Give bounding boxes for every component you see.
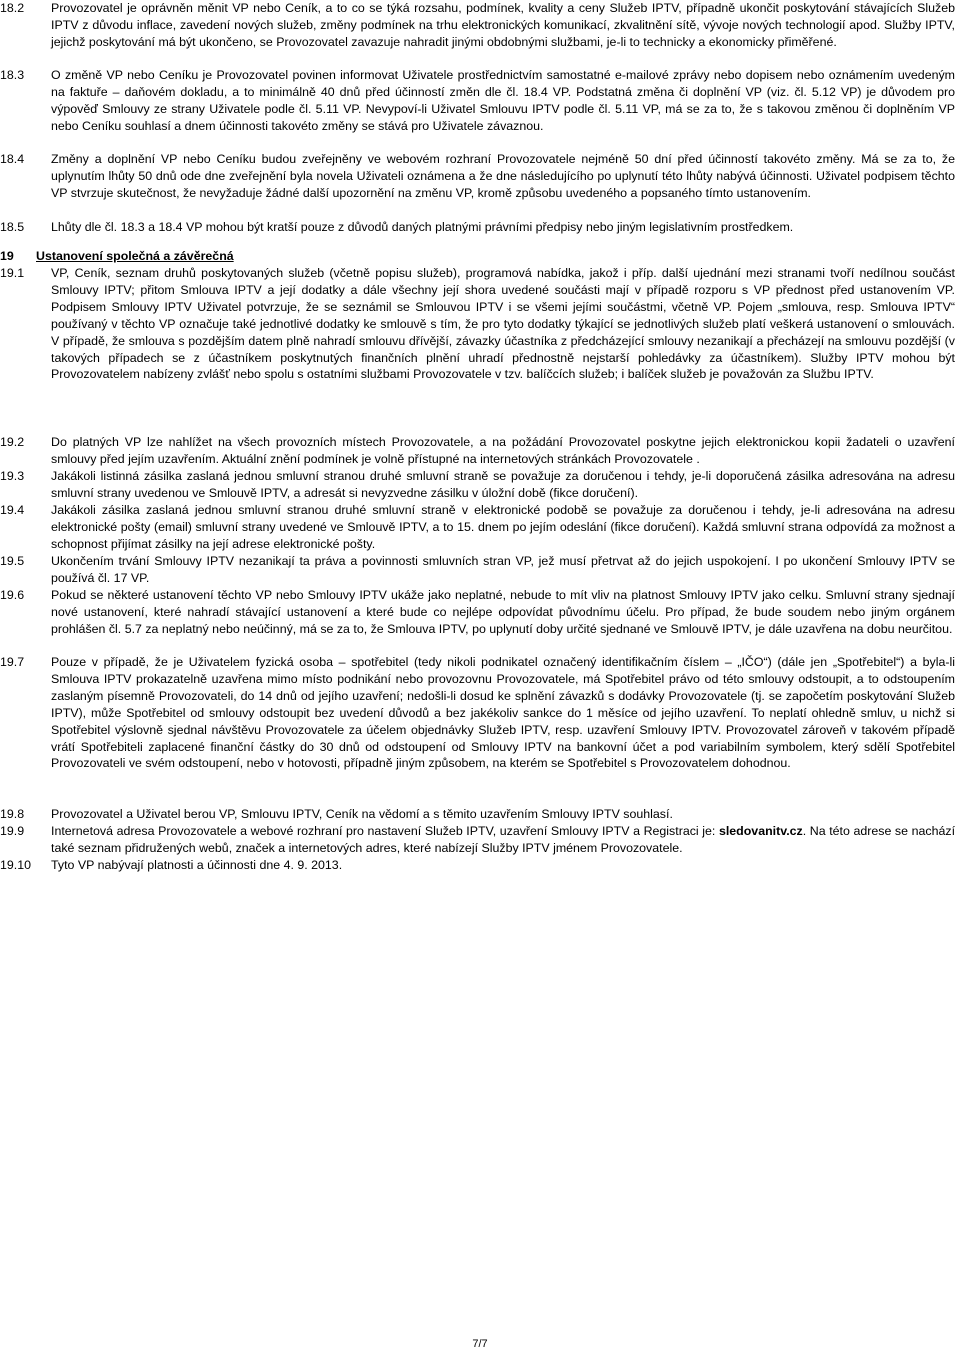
clause-number: 18.3 bbox=[0, 68, 25, 82]
section-title: Ustanovení společná a závěrečná bbox=[36, 249, 234, 263]
clause-number: 19.7 bbox=[0, 655, 25, 669]
clause-number: 19.1 bbox=[0, 266, 25, 280]
website-link[interactable]: sledovanitv.cz bbox=[718, 824, 803, 838]
clause-text: Změny a doplnění VP nebo Ceníku budou zveřejněny ve webovém rozhraní Provozovatele nejméně 50 dní před účinností takovéto změny. Má se za to, že uplynutím lhůty 50 dnů ode dne zveřejnění byla novela Uživateli oznámena a že dne následujícího po uplynutí této lhůty nabývá účinnosti. Uživatel podpisem těchto VP stvrzuje skutečnost, že nevyžaduje žádné další upozornění na změnu VP, kromě způsobu uvedeného a popsaného tímto ustanovením. bbox=[51, 152, 955, 200]
clause-text: Jakákoli zásilka zaslaná jednou smluvní stranou druhé smluvní straně v elektronické podobě se považuje za doručenou i tehdy, je-li adresována na adresu elektronické pošty (email) smluvní strany uvedené ve Smlouvě IPTV, a to 15. dnem po jejím odeslání (fikce doručení). Každá smluvní strana odpovídá za možnost a schopnost přijímat zásilky na její adrese elektronické pošty. bbox=[51, 503, 955, 551]
clause-text: Ukončením trvání Smlouvy IPTV nezanikají ta práva a povinnosti smluvních stran VP, jež musí přetrvat až do jejich uspokojení. I po ukončení Smlouvy IPTV se používá čl. 17 VP. bbox=[51, 554, 955, 585]
clause-text: Lhůty dle čl. 18.3 a 18.4 VP mohou být kratší pouze z důvodů daných platnými právními předpisy nebo jiným legislativním prostředkem. bbox=[51, 220, 794, 234]
clause-number: 19.8 bbox=[0, 807, 25, 821]
clause-text: Provozovatel je oprávněn měnit VP nebo Ceník, a to co se týká rozsahu, podmínek, kvality a ceny Služeb IPTV, případně ukončit poskytování stávajících Služeb IPTV z důvodu inflace, zavedení nových služeb, změny podmínek na trhu elektronických komunikací, zkvalitnění sítě, vývoje nových technologií apod. Služby IPTV, jejichž poskytování má být ukončeno, se Provozovatel zavazuje nahradit jinými obdobnými službami, je-li to technicky a ekonomicky přiměřené. bbox=[51, 1, 955, 49]
clause-text: Do platných VP lze nahlížet na všech provozních místech Provozovatele, a na požádání Provozovatel poskytne jejich elektronickou kopii žadateli o uzavření smlouvy před jejím uzavřením. Aktuální znění podmínek je volně přístupné na internetových stránkách Provozovatele . bbox=[51, 435, 955, 466]
clause-number: 18.2 bbox=[0, 1, 25, 15]
clause-number: 19.4 bbox=[0, 503, 25, 517]
clause-number: 19.2 bbox=[0, 435, 25, 449]
section-heading bbox=[0, 248, 234, 265]
clause-text: O změně VP nebo Ceníku je Provozovatel povinen informovat Uživatele prostřednictvím samostatné e-mailové zprávy nebo dopisem nebo oznámením uvedeným na faktuře – daňovém dokladu, a to minimálně 40 dnů před účinností změn dle čl. 18.4 VP. Podstatná změna či doplnění VP (viz. čl. 5.12 VP) je důvodem pro výpověď Smlouvy ze strany Uživatele podle čl. 5.11 VP. Nevypoví-li Uživatel Smlouvu IPTV podle čl. 5.11 VP, má se za to, že s takovou změnou či doplněním VP nebo Ceníku souhlasí a dnem účinnosti takovéto změny se stává pro Uživatele závaznou. bbox=[51, 68, 955, 133]
clause-number: 19.6 bbox=[0, 588, 25, 602]
clause-text: Provozovatel a Uživatel berou VP, Smlouvu IPTV, Ceník na vědomí a s těmito uzavřením Smlouvy IPTV souhlasí. bbox=[51, 807, 673, 821]
clause-number: 19.5 bbox=[0, 554, 25, 568]
clause-text: Pouze v případě, že je Uživatelem fyzická osoba – spotřebitel (tedy nikoli podnikatel označený identifikačním číslem – „IČO“) (dále jen „Spotřebitel“) a byla-li Smlouva IPTV prokazatelně uzavřena mimo místo podnikání nebo provozovnu Provozovatele, má Spotřebitel právo od této smlouvy odstoupit, a to odstoupením zaslaným písemně Provozovateli, do 14 dnů od jejího uzavření; nedošli-li dosud ke splnění závazků s dodávky Provozovatele (tj. se započetím poskytování Služeb IPTV), může Spotřebitel od smlouvy odstoupit bez uvedení důvodů a bez jakékoliv sankce do 1 měsíce od jejího uzavření. To neplatí ohledně smluv, u nichž si Spotřebitel výslovně sjednal návštěvu Provozovatele za účelem objednávky Služeb IPTV, resp. uzavření Smlouvy IPTV. Provozovatel zároveň v takovém případě vrátí Spotřebiteli zaplacené finanční částky do 30 dnů od odstoupení od Smlouvy IPTV na bankovní účet a pod variabilním symbolem, který sdělí Spotřebitel Provozovateli ve svém odstoupení, nebo v hotovosti, případně jiným způsobem, na kterém se Spotřebitel s Provozovatelem dohodnou. bbox=[51, 655, 955, 771]
clause-text: Tyto VP nabývají platnosti a účinnosti dne 4. 9. 2013. bbox=[51, 858, 343, 872]
clause-text: Jakákoli listinná zásilka zaslaná jednou smluvní stranou druhé smluvní straně se považuje za doručenou i tehdy, je-li doporučená zásilka adresována na adresu smluvní strany uvedenou ve Smlouvě IPTV, a adresát si nevyzvedne zásilku v úložní době (fikce doručení). bbox=[51, 469, 955, 500]
clause-text-before: Internetová adresa Provozovatele a webové rozhraní pro nastavení Služeb IPTV, uzavření Smlouvy IPTV a Registraci je: bbox=[51, 824, 719, 838]
clause-number: 19.3 bbox=[0, 469, 25, 483]
clause-text: VP, Ceník, seznam druhů poskytovaných služeb (včetně popisu služeb), programová nabídka, jakož i příp. další ujednání mezi stranami tvoří nedílnou součást Smlouvy IPTV; přitom Smlouva IPTV a její dodatky a dále všechny její shora uvedené součásti mají v případě rozporu s VP přednost před ustanovením VP. Podpisem Smlouvy IPTV Uživatel potvrzuje, že se seznámil se Smlouvou IPTV i se všemi jejími součástmi, včetně VP. Pojem „smlouva, resp. Smlouva IPTV“ používaný v těchto VP označuje také jednotlivé dodatky ke smlouvě s tím, že pro tyto dodatky týkající se jednotlivých služeb platí veškerá ustanovení o smlouvách. V případě, že smlouva s pozdějším datem plně nahradí smlouvu dřívější, závazky účastníka z předcházející smlouvy nezanikají a přecházejí na smlouvu pozdější (v takových případech se z účastníkem poskytnutých finančních plnění uhradí přednostně nejstarší pohledávky za účastníkem). Služby IPTV mohou být Provozovatelem nabízeny zvlášť nebo spolu s ostatními službami Provozovatele v tzv. balíčcích služeb; i balíček služeb je považován za Službu IPTV. bbox=[51, 266, 955, 382]
clause-number: 18.5 bbox=[0, 220, 25, 234]
page-number: 7/7 bbox=[472, 1338, 488, 1350]
clause-number: 18.4 bbox=[0, 152, 25, 166]
clause-text: Pokud se některé ustanovení těchto VP nebo Smlouvy IPTV ukáže jako neplatné, nebude to mít vliv na platnost Smlouvy IPTV jako celku. Smluvní strany sjednají nové ustanovení, které nahradí stávající ustanovení a které bude co nejlépe odpovídat původnímu účelu. Pro případ, že bude soudem nebo jiným orgánem prohlášen čl. 5.7 za neplatný nebo neúčinný, má se za to, že Smlouva IPTV, po uplynutí doby určité sjednané ve Smlouvě IPTV, je dále uzavřena na dobu neurčitou. bbox=[51, 588, 955, 636]
clause-text-after: . Na této adrese se nachází také seznam přidružených webů, značek a internetových adres, které nabízejí Služby IPTV jménem Provozovatele. bbox=[51, 824, 956, 855]
clause-number: 19.9 bbox=[0, 824, 25, 838]
clause-number: 19.10 bbox=[0, 858, 32, 872]
section-number: 19 bbox=[0, 249, 14, 263]
clause-text bbox=[51, 823, 955, 857]
